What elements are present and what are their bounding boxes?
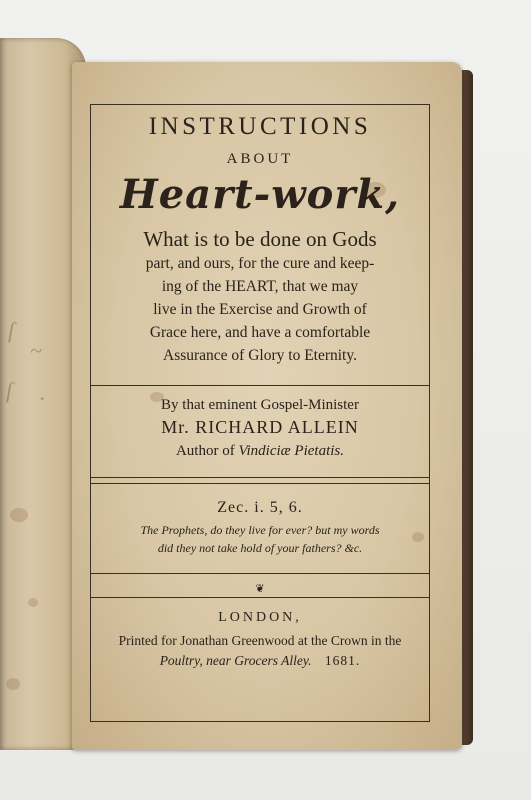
subtitle-line-5: Grace here, and have a comfortable [149, 324, 371, 341]
ink-bleed-mark: ~ [30, 338, 42, 363]
foxing-spot [28, 598, 38, 607]
imprint-city: LONDON, [218, 610, 302, 625]
foxing-spot [6, 678, 20, 690]
imprint-line-2 [91, 653, 429, 669]
printers-ornament: ❦ [255, 583, 265, 595]
byline-line-3 [91, 443, 429, 460]
imprint-address: Poultry, near Grocers Alley. [159, 653, 312, 668]
divider-rule [91, 483, 429, 484]
divider-rule [91, 385, 429, 386]
scripture-line-1: The Prophets, do they live for ever? but my words [140, 523, 380, 537]
byline-book-title: Vindiciæ Pietatis. [238, 443, 345, 459]
subtitle-line-1: What is to be done on Gods [143, 227, 377, 251]
imprint-year: 1681. [324, 653, 361, 668]
title-page-border [90, 104, 430, 722]
title-page [72, 62, 462, 750]
ink-bleed-mark: ſ [8, 318, 15, 343]
title-heart-work: Heart-work, [119, 171, 401, 218]
title-about: ABOUT [226, 151, 294, 167]
ink-bleed-mark: ſ [6, 378, 13, 403]
author-name: Mr. RICHARD ALLEIN [161, 417, 359, 437]
ink-bleed-mark: . [40, 380, 46, 405]
scripture-line-2: did they not take hold of your fathers? &c. [157, 541, 363, 555]
subtitle-line-3: ing of the HEART, that we may [161, 278, 359, 295]
divider-rule [91, 573, 429, 574]
subtitle-line-4: live in the Exercise and Growth of [153, 301, 367, 318]
title-instructions: INSTRUCTIONS [148, 113, 372, 140]
scripture-reference: Zec. i. 5, 6. [217, 499, 303, 516]
divider-rule [91, 477, 429, 478]
foxing-spot [10, 508, 28, 522]
imprint-line-1: Printed for Jonathan Greenwood at the Crown in the [118, 633, 402, 648]
subtitle-line-2: part, and ours, for the cure and keep- [145, 255, 375, 272]
byline-line-1: By that eminent Gospel-Minister [161, 397, 359, 413]
subtitle-line-6: Assurance of Glory to Eternity. [163, 347, 357, 364]
byline-prefix: Author of [175, 443, 235, 459]
divider-rule [91, 597, 429, 598]
